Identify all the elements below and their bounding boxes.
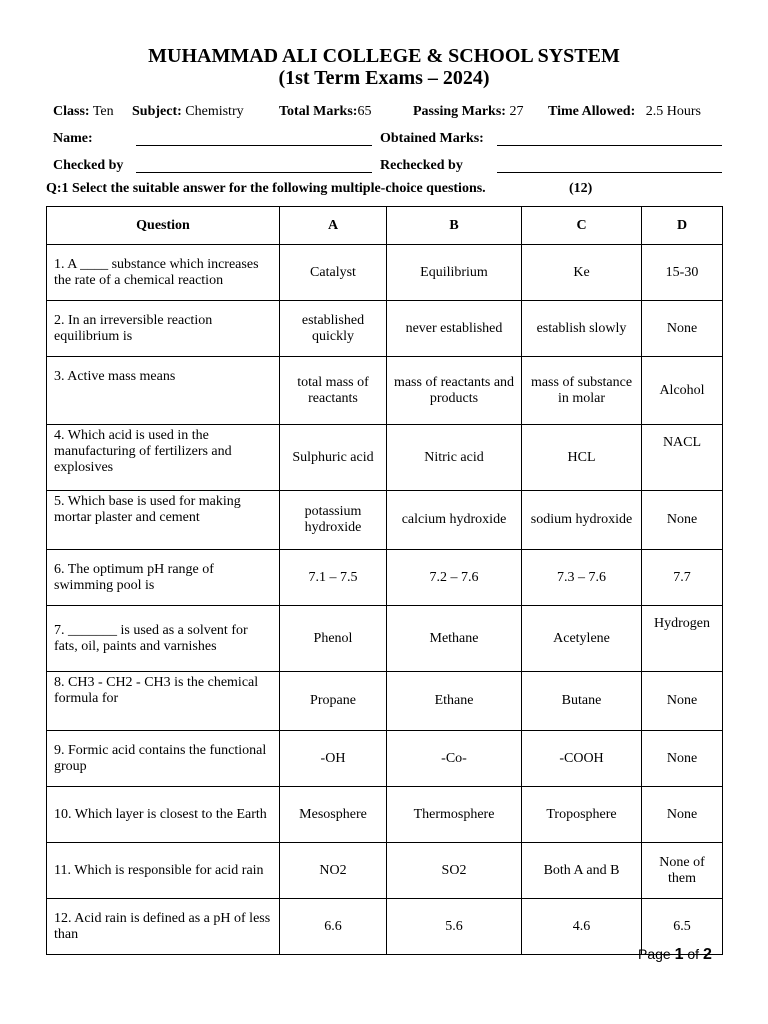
question-text: 9. Formic acid contains the functional group [47,731,280,787]
option-a: NO2 [280,843,387,899]
question-text: 4. Which acid is used in the manufacturing of fertilizers and explosives [47,425,280,491]
option-c: -COOH [522,731,642,787]
option-b: Nitric acid [387,425,522,491]
header-b: B [387,207,522,245]
page-number: Page 1 of 2 [638,946,712,963]
table-row [47,491,723,550]
question-text: 7. _______ is used as a solvent for fats, oil, paints and varnishes [47,606,280,672]
option-a: total mass of reactants [280,357,387,425]
question-text: 1. A ____ substance which increases the rate of a chemical reaction [47,245,280,301]
option-a: 7.1 – 7.5 [280,550,387,606]
option-d: 7.7 [642,550,723,606]
table-row [47,301,723,357]
question-text: 6. The optimum pH range of swimming pool is [47,550,280,606]
name-label: Name: [53,131,93,146]
option-b: -Co- [387,731,522,787]
option-d: NACL [642,425,723,491]
option-a: Propane [280,672,387,731]
option-b: mass of reactants and products [387,357,522,425]
header-c: C [522,207,642,245]
option-b: Equilibrium [387,245,522,301]
question-text: 3. Active mass means [47,357,280,425]
option-a: Phenol [280,606,387,672]
option-d: None [642,731,723,787]
school-name: MUHAMMAD ALI COLLEGE & SCHOOL SYSTEM [148,45,620,67]
question-text: 2. In an irreversible reaction equilibrium is [47,301,280,357]
table-row [47,672,723,731]
option-a: established quickly [280,301,387,357]
rechecked-by-field[interactable] [497,172,722,173]
passing-marks-info: Passing Marks: 27 [413,104,524,119]
table-row [47,787,723,843]
option-d: 15-30 [642,245,723,301]
table-row [47,425,723,491]
obtained-marks-field[interactable] [497,145,722,146]
header-a: A [280,207,387,245]
name-field[interactable] [136,145,372,146]
option-a: Mesosphere [280,787,387,843]
rechecked-by-label: Rechecked by [380,158,463,173]
option-c: Ke [522,245,642,301]
question-text: 10. Which layer is closest to the Earth [47,787,280,843]
table-row [47,606,723,672]
question-marks: (12) [569,181,593,196]
question-text: 12. Acid rain is defined as a pH of less than [47,899,280,955]
option-c: 7.3 – 7.6 [522,550,642,606]
option-d: Hydrogen [642,606,723,672]
header-d: D [642,207,723,245]
mcq-table [46,206,723,955]
option-d: None [642,787,723,843]
question-instruction: Q:1 Select the suitable answer for the following multiple-choice questions. [46,181,486,196]
question-text: 5. Which base is used for making mortar plaster and cement [47,491,280,550]
option-d: Alcohol [642,357,723,425]
option-a: potassium hydroxide [280,491,387,550]
table-row [47,899,723,955]
option-b: 7.2 – 7.6 [387,550,522,606]
checked-by-label: Checked by [53,158,124,173]
option-b: Thermosphere [387,787,522,843]
checked-by-field[interactable] [136,172,372,173]
option-c: HCL [522,425,642,491]
option-c: mass of substance in molar [522,357,642,425]
header-question: Question [47,207,280,245]
option-b: never established [387,301,522,357]
exam-title: (1st Term Exams – 2024) [278,67,490,89]
option-c: 4.6 [522,899,642,955]
option-a: Sulphuric acid [280,425,387,491]
option-d: None [642,301,723,357]
option-b: calcium hydroxide [387,491,522,550]
option-d: 6.5 [642,899,723,955]
obtained-marks-label: Obtained Marks: [380,131,484,146]
option-d: None [642,491,723,550]
option-b: Methane [387,606,522,672]
option-c: Acetylene [522,606,642,672]
table-header-row [47,207,723,245]
option-b: Ethane [387,672,522,731]
question-text: 8. CH3 - CH2 - CH3 is the chemical formula for [47,672,280,731]
option-a: Catalyst [280,245,387,301]
option-d: None of them [642,843,723,899]
option-d: None [642,672,723,731]
class-info: Class: Ten [53,104,114,119]
total-marks-info: Total Marks:65 [279,104,372,119]
table-row [47,550,723,606]
table-row [47,357,723,425]
option-c: Both A and B [522,843,642,899]
option-c: establish slowly [522,301,642,357]
time-allowed-info: Time Allowed: 2.5 Hours [548,104,701,119]
subject-info: Subject: Chemistry [132,104,244,119]
option-b: 5.6 [387,899,522,955]
option-a: 6.6 [280,899,387,955]
option-b: SO2 [387,843,522,899]
option-a: -OH [280,731,387,787]
option-c: Troposphere [522,787,642,843]
question-text: 11. Which is responsible for acid rain [47,843,280,899]
option-c: sodium hydroxide [522,491,642,550]
table-row [47,843,723,899]
table-row [47,245,723,301]
table-row [47,731,723,787]
option-c: Butane [522,672,642,731]
